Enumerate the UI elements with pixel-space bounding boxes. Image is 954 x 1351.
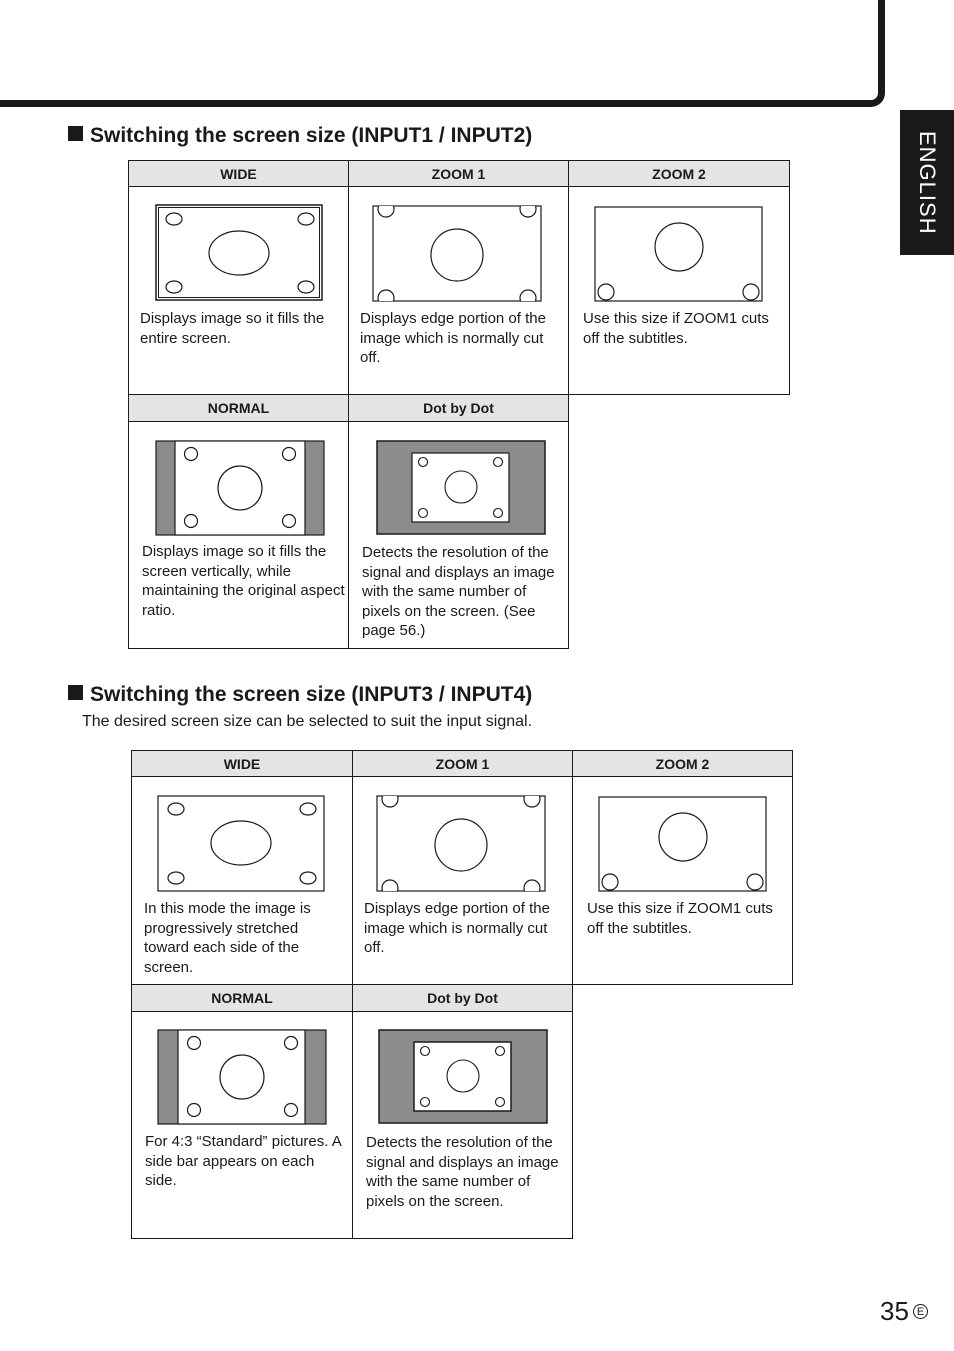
mode-label: ZOOM 2 xyxy=(655,755,710,772)
dot-by-dot-mode-icon xyxy=(378,1029,549,1125)
zoom1-mode-icon xyxy=(376,795,548,893)
mode-description: Displays image so it fills the entire screen. xyxy=(140,310,325,347)
section-intro: The desired screen size can be selected to suit the input signal. xyxy=(82,713,533,730)
mode-description: Detects the resolution of the signal and displays an image with the same number of pixels on the screen. xyxy=(366,1134,559,1210)
zoom2-mode-icon xyxy=(598,796,768,893)
mode-description: Use this size if ZOOM1 cuts off the subtitles. xyxy=(583,310,769,347)
normal-mode-icon xyxy=(155,440,326,537)
mode-description: Displays edge portion of the image which is normally cut off. xyxy=(360,310,546,366)
mode-description: In this mode the image is progressively stretched toward each side of the screen. xyxy=(144,900,311,976)
mode-header-normal xyxy=(128,394,349,422)
mode-description: For 4:3 “Standard” pictures. A side bar appears on each side. xyxy=(145,1133,341,1189)
zoom2-mode-icon xyxy=(594,206,764,303)
dot-by-dot-mode-icon xyxy=(376,440,547,536)
language-tab xyxy=(900,110,954,255)
mode-header-zoom2 xyxy=(572,750,793,777)
page-frame-line xyxy=(0,0,885,107)
mode-label: Dot by Dot xyxy=(427,990,498,1006)
mode-label: Dot by Dot xyxy=(423,400,494,416)
mode-header-zoom1 xyxy=(348,160,569,187)
section-title xyxy=(68,683,532,707)
mode-label: NORMAL xyxy=(207,400,270,416)
wide-mode-icon xyxy=(155,204,325,302)
normal-mode-icon xyxy=(157,1029,328,1126)
mode-label: ZOOM 1 xyxy=(435,755,490,772)
zoom1-mode-icon xyxy=(372,205,544,303)
mode-label: NORMAL xyxy=(211,990,273,1006)
mode-header-zoom2 xyxy=(568,160,790,187)
mode-description: Use this size if ZOOM1 cuts off the subtitles. xyxy=(587,900,773,937)
mode-label: ZOOM 2 xyxy=(652,165,706,182)
square-bullet-icon xyxy=(68,126,83,141)
mode-header-dot-by-dot xyxy=(352,984,573,1012)
mode-header-wide xyxy=(131,750,353,777)
page-number: 35 xyxy=(880,1296,909,1326)
wide-mode-icon xyxy=(157,795,327,893)
section-title-text: Switching the screen size (INPUT3 / INPUT4) xyxy=(90,683,533,706)
mode-label: WIDE xyxy=(220,165,257,182)
mode-header-dot-by-dot xyxy=(348,394,569,422)
mode-header-wide xyxy=(128,160,349,187)
section-title xyxy=(68,124,532,148)
mode-label: WIDE xyxy=(223,755,261,772)
mode-description: Displays edge portion of the image which is normally cut off. xyxy=(364,900,550,956)
language-tab-label: ENGLISH xyxy=(915,130,940,235)
mode-label: ZOOM 1 xyxy=(431,165,486,182)
page-language-mark: E xyxy=(913,1304,928,1319)
square-bullet-icon xyxy=(68,685,83,700)
mode-description: Detects the resolution of the signal and displays an image with the same number of pixels on the screen. (See page 56.) xyxy=(362,544,555,639)
mode-description: Displays image so it fills the screen vertically, while maintaining the original aspect ratio. xyxy=(142,543,345,619)
mode-header-zoom1 xyxy=(352,750,573,777)
mode-header-normal xyxy=(131,984,353,1012)
section-title-text: Switching the screen size (INPUT1 / INPUT2) xyxy=(90,124,533,147)
